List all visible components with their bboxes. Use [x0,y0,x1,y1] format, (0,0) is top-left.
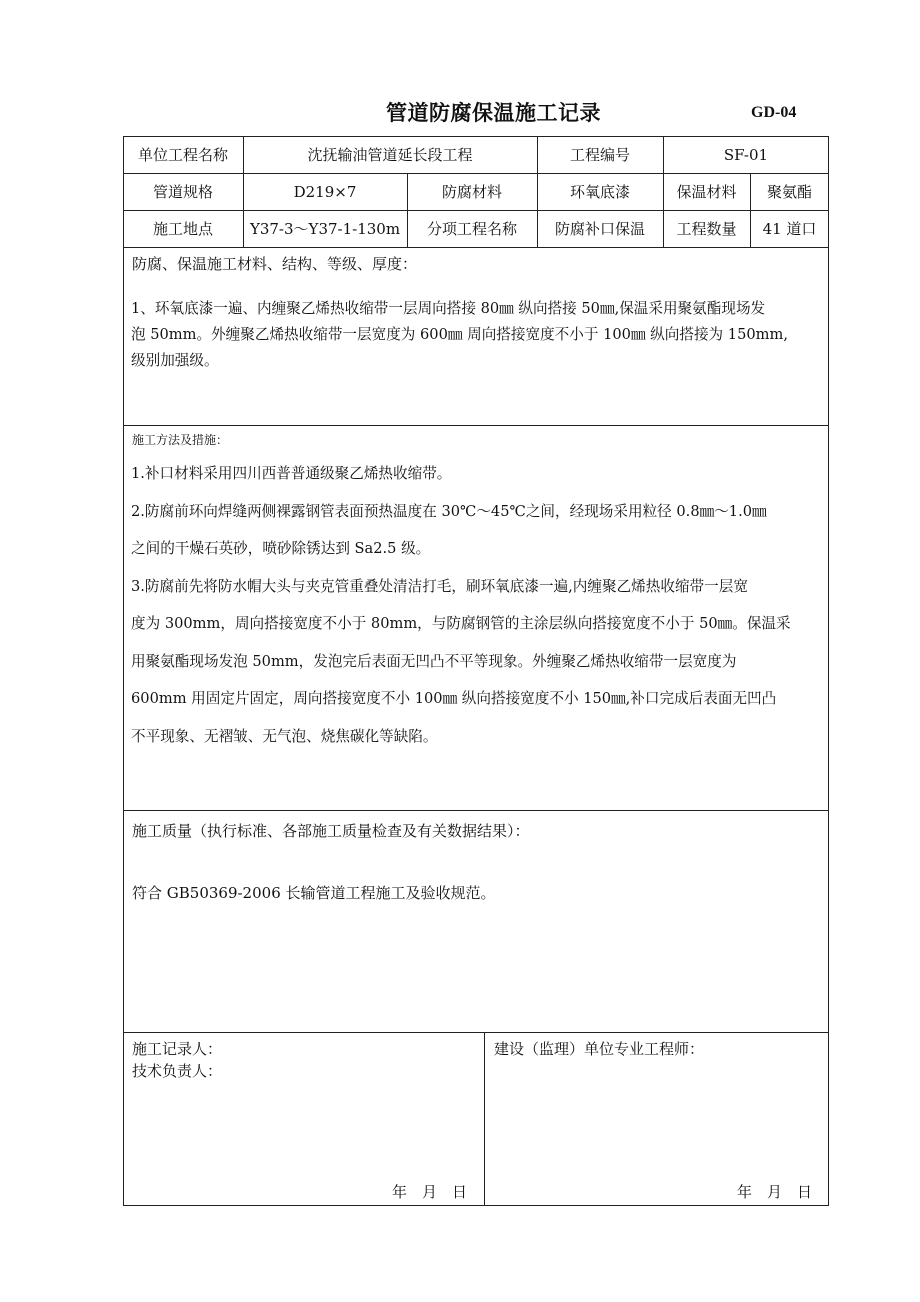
sub-item-label: 分项工程名称 [426,220,517,238]
project-no-label: 工程编号 [569,146,630,164]
site-label: 施工地点 [152,220,213,238]
materials-line: 1、环氧底漆一遍、内缠聚乙烯热收缩带一层周向搭接 80㎜ 纵向搭接 50㎜,保温采用聚氨酯现场发 [131,300,766,317]
recorder-label: 施工记录人： [132,1040,223,1058]
materials-text [131,296,825,374]
methods-line: 用聚氨酯现场发泡 50mm，发泡完后表面无凹凸不平等现象。外缠聚乙烯热收缩带一层宽度为 [131,652,737,670]
methods-line: 2.防腐前环向焊缝两侧裸露钢管表面预热温度在 30℃～45℃之间，经现场采用粒径 0.8㎜～1.0㎜ [131,502,767,520]
insulation-material-label: 保温材料 [676,183,737,201]
materials-line: 级别加强级。 [131,352,219,369]
anticorrosion-material-value: 环氧底漆 [569,183,630,201]
methods-line: 600mm 用固定片固定，周向搭接宽度不小 100㎜ 纵向搭接宽度不小 150㎜,补口完成后表面无凹凸 [131,690,777,707]
right-date: 年 月 日 [737,1183,813,1201]
insulation-material-value: 聚氨酯 [766,183,812,201]
methods-heading: 施工方法及措施： [132,433,229,447]
row-divider [123,247,829,248]
methods-line: 1.补口材料采用四川西普普通级聚乙烯热收缩带。 [131,465,452,482]
pipe-spec-label: 管道规格 [152,183,213,201]
methods-text [131,455,825,755]
section-divider [123,1032,829,1033]
quantity-label: 工程数量 [676,220,737,238]
column-divider [484,1032,485,1206]
unit-project-value: 沈抚输油管道延长段工程 [307,146,473,164]
methods-line: 不平现象、无褶皱、无气泡、烧焦碳化等缺陷。 [131,727,438,745]
methods-line: 度为 300mm，周向搭接宽度不小于 80mm，与防腐钢管的主涂层纵向搭接宽度不小于 50㎜。保温采 [131,615,791,632]
document-title: 管道防腐保温施工记录 [386,101,601,125]
quality-heading: 施工质量（执行标准、各部施工质量检查及有关数据结果）： [132,822,530,840]
pipe-spec-value: D219×7 [293,182,357,201]
unit-project-label: 单位工程名称 [137,146,228,164]
materials-heading: 防腐、保温施工材料、结构、等级、厚度： [132,255,418,273]
section-divider [123,425,829,426]
form-code: GD-04 [751,104,797,121]
section-divider [123,810,829,811]
left-date: 年 月 日 [392,1183,468,1201]
quality-result: 符合 GB50369-2006 长输管道工程施工及验收规范。 [132,884,496,902]
methods-line: 3.防腐前先将防水帽大头与夹克管重叠处清洁打毛，刷环氧底漆一遍,内缠聚乙烯热收缩带一层宽 [131,577,748,595]
sub-item-value: 防腐补口保温 [554,220,645,238]
technical-lead-label: 技术负责人： [132,1062,223,1080]
methods-line: 之间的干燥石英砂，喷砂除锈达到 Sa2.5 级。 [131,540,431,557]
quantity-value: 41 道口 [762,220,817,238]
project-no-value: SF-01 [723,145,769,164]
anticorrosion-material-label: 防腐材料 [441,183,502,201]
supervisor-label: 建设（监理）单位专业工程师： [494,1040,705,1058]
site-value: Y37-3～Y37-1-130m [249,220,401,238]
materials-line: 泡 50mm。外缠聚乙烯热收缩带一层宽度为 600㎜ 周向搭接宽度不小于 100㎜ 纵向搭接为 150mm, [131,326,788,343]
